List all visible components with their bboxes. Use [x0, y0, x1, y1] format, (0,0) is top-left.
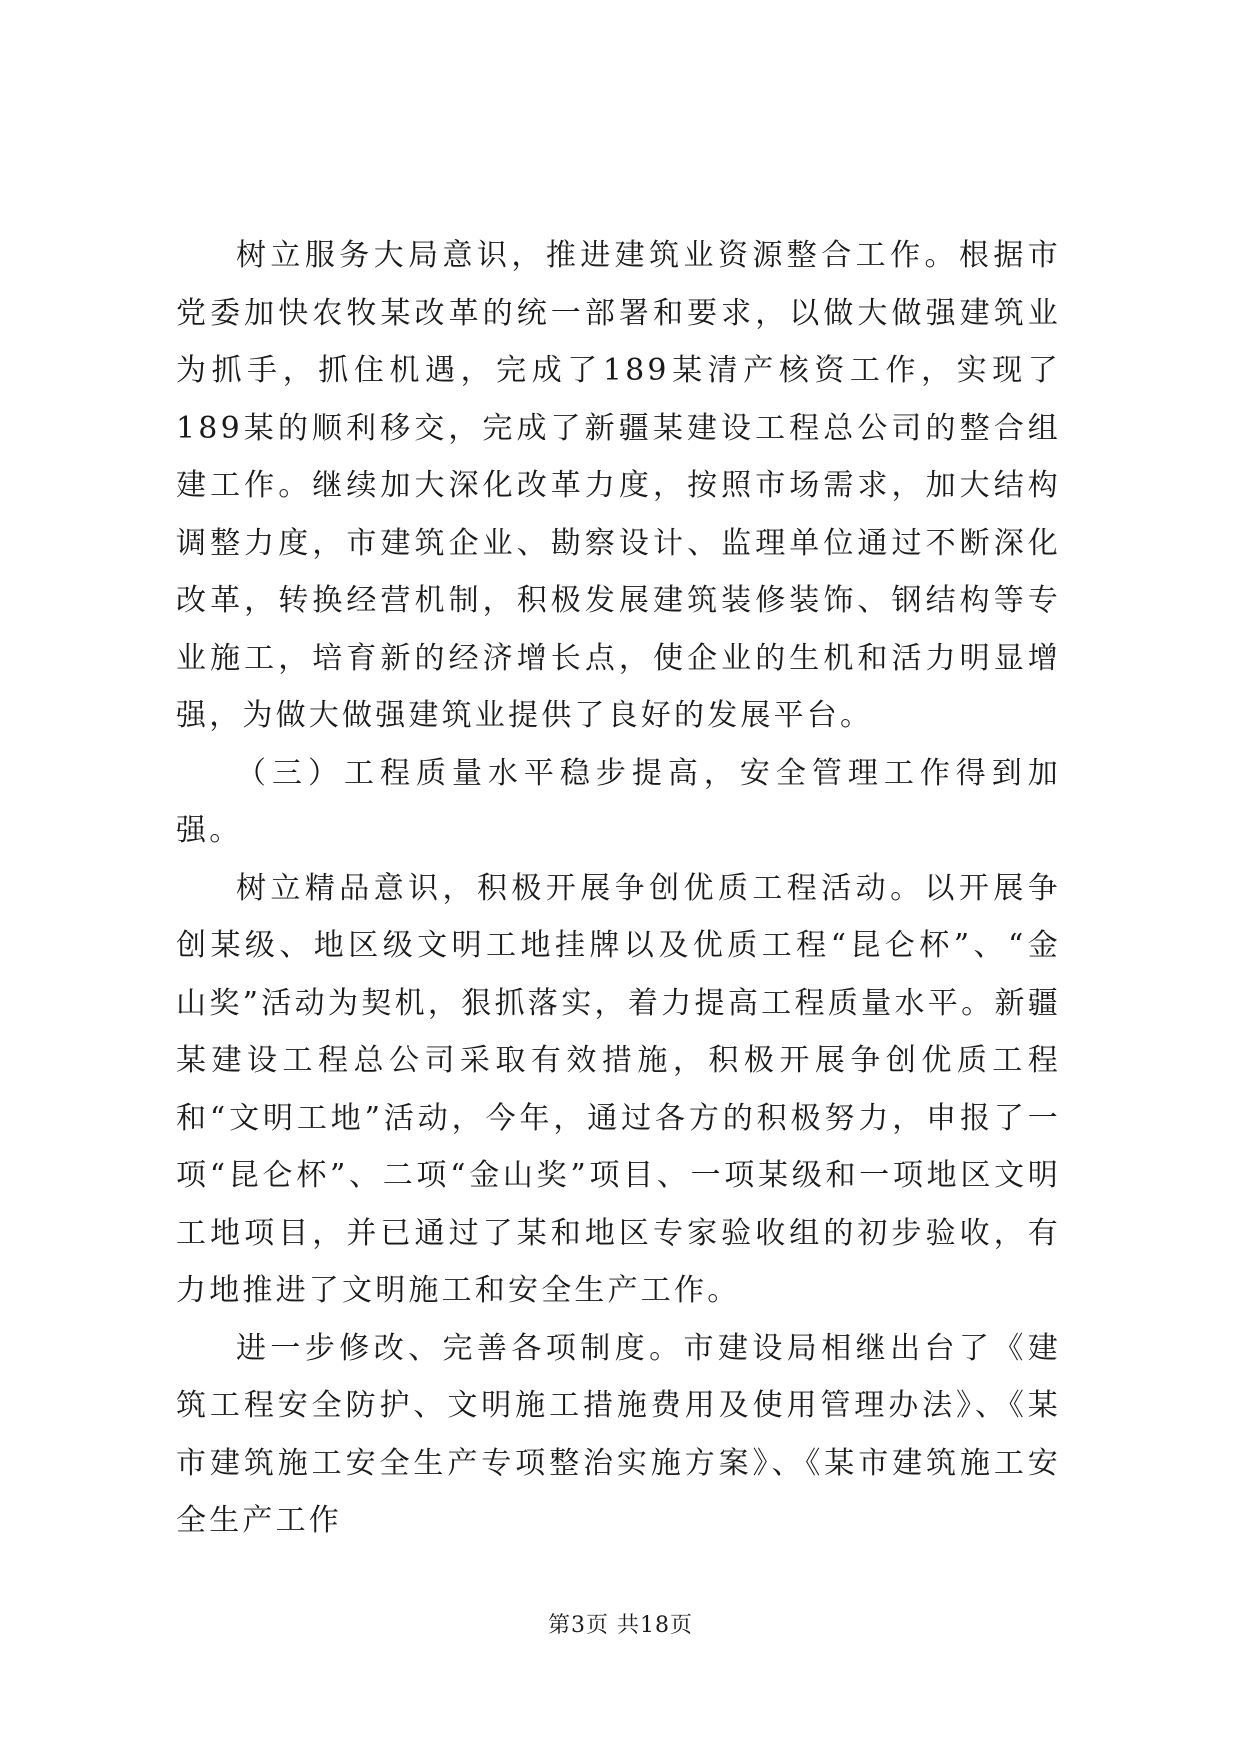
- section-heading-quality-safety: （三）工程质量水平稳步提高，安全管理工作得到加强。: [176, 755, 1061, 848]
- paragraph-resource-integration: 树立服务大局意识，推进建筑业资源整合工作。根据市党委加快农牧某改革的统一部署和要求，以做大做强建筑业为抓手，抓住机遇，完成了189某清产核资工作，实现了189某的顺利移交，完成了新疆某建设工程总公司的整合组建工作。继续加大深化改革力度，按照市场需求，加大结构调整力度，市建筑企业、勘察设计、监理单位通过不断深化改革，转换经营机制，积极发展建筑装修装饰、钢结构等专业施工，培育新的经济增长点，使企业的生机和活力明显增强，为做大做强建筑业提供了良好的发展平台。: [176, 238, 1061, 733]
- paragraph-regulations: 进一步修改、完善各项制度。市建设局相继出台了《建筑工程安全防护、文明施工措施费用及使用管理办法》、《某市建筑施工安全生产专项整治实施方案》、《某市建筑施工安全生产工作: [176, 1330, 1061, 1538]
- document-body: [176, 227, 1061, 1550]
- page-number-footer: 第3页 共18页: [548, 1613, 693, 1638]
- paragraph-quality-projects: 树立精品意识，积极开展争创优质工程活动。以开展争创某级、地区级文明工地挂牌以及优质工程“昆仑杯”、“金山奖”活动为契机，狠抓落实，着力提高工程质量水平。新疆某建设工程总公司采取有效措施，积极开展争创优质工程和“文明工地”活动，今年，通过各方的积极努力，申报了一项“昆仑杯”、二项“金山奖”项目、一项某级和一项地区文明工地项目，并已通过了某和地区专家验收组的初步验收，有力地推进了文明施工和安全生产工作。: [176, 870, 1061, 1308]
